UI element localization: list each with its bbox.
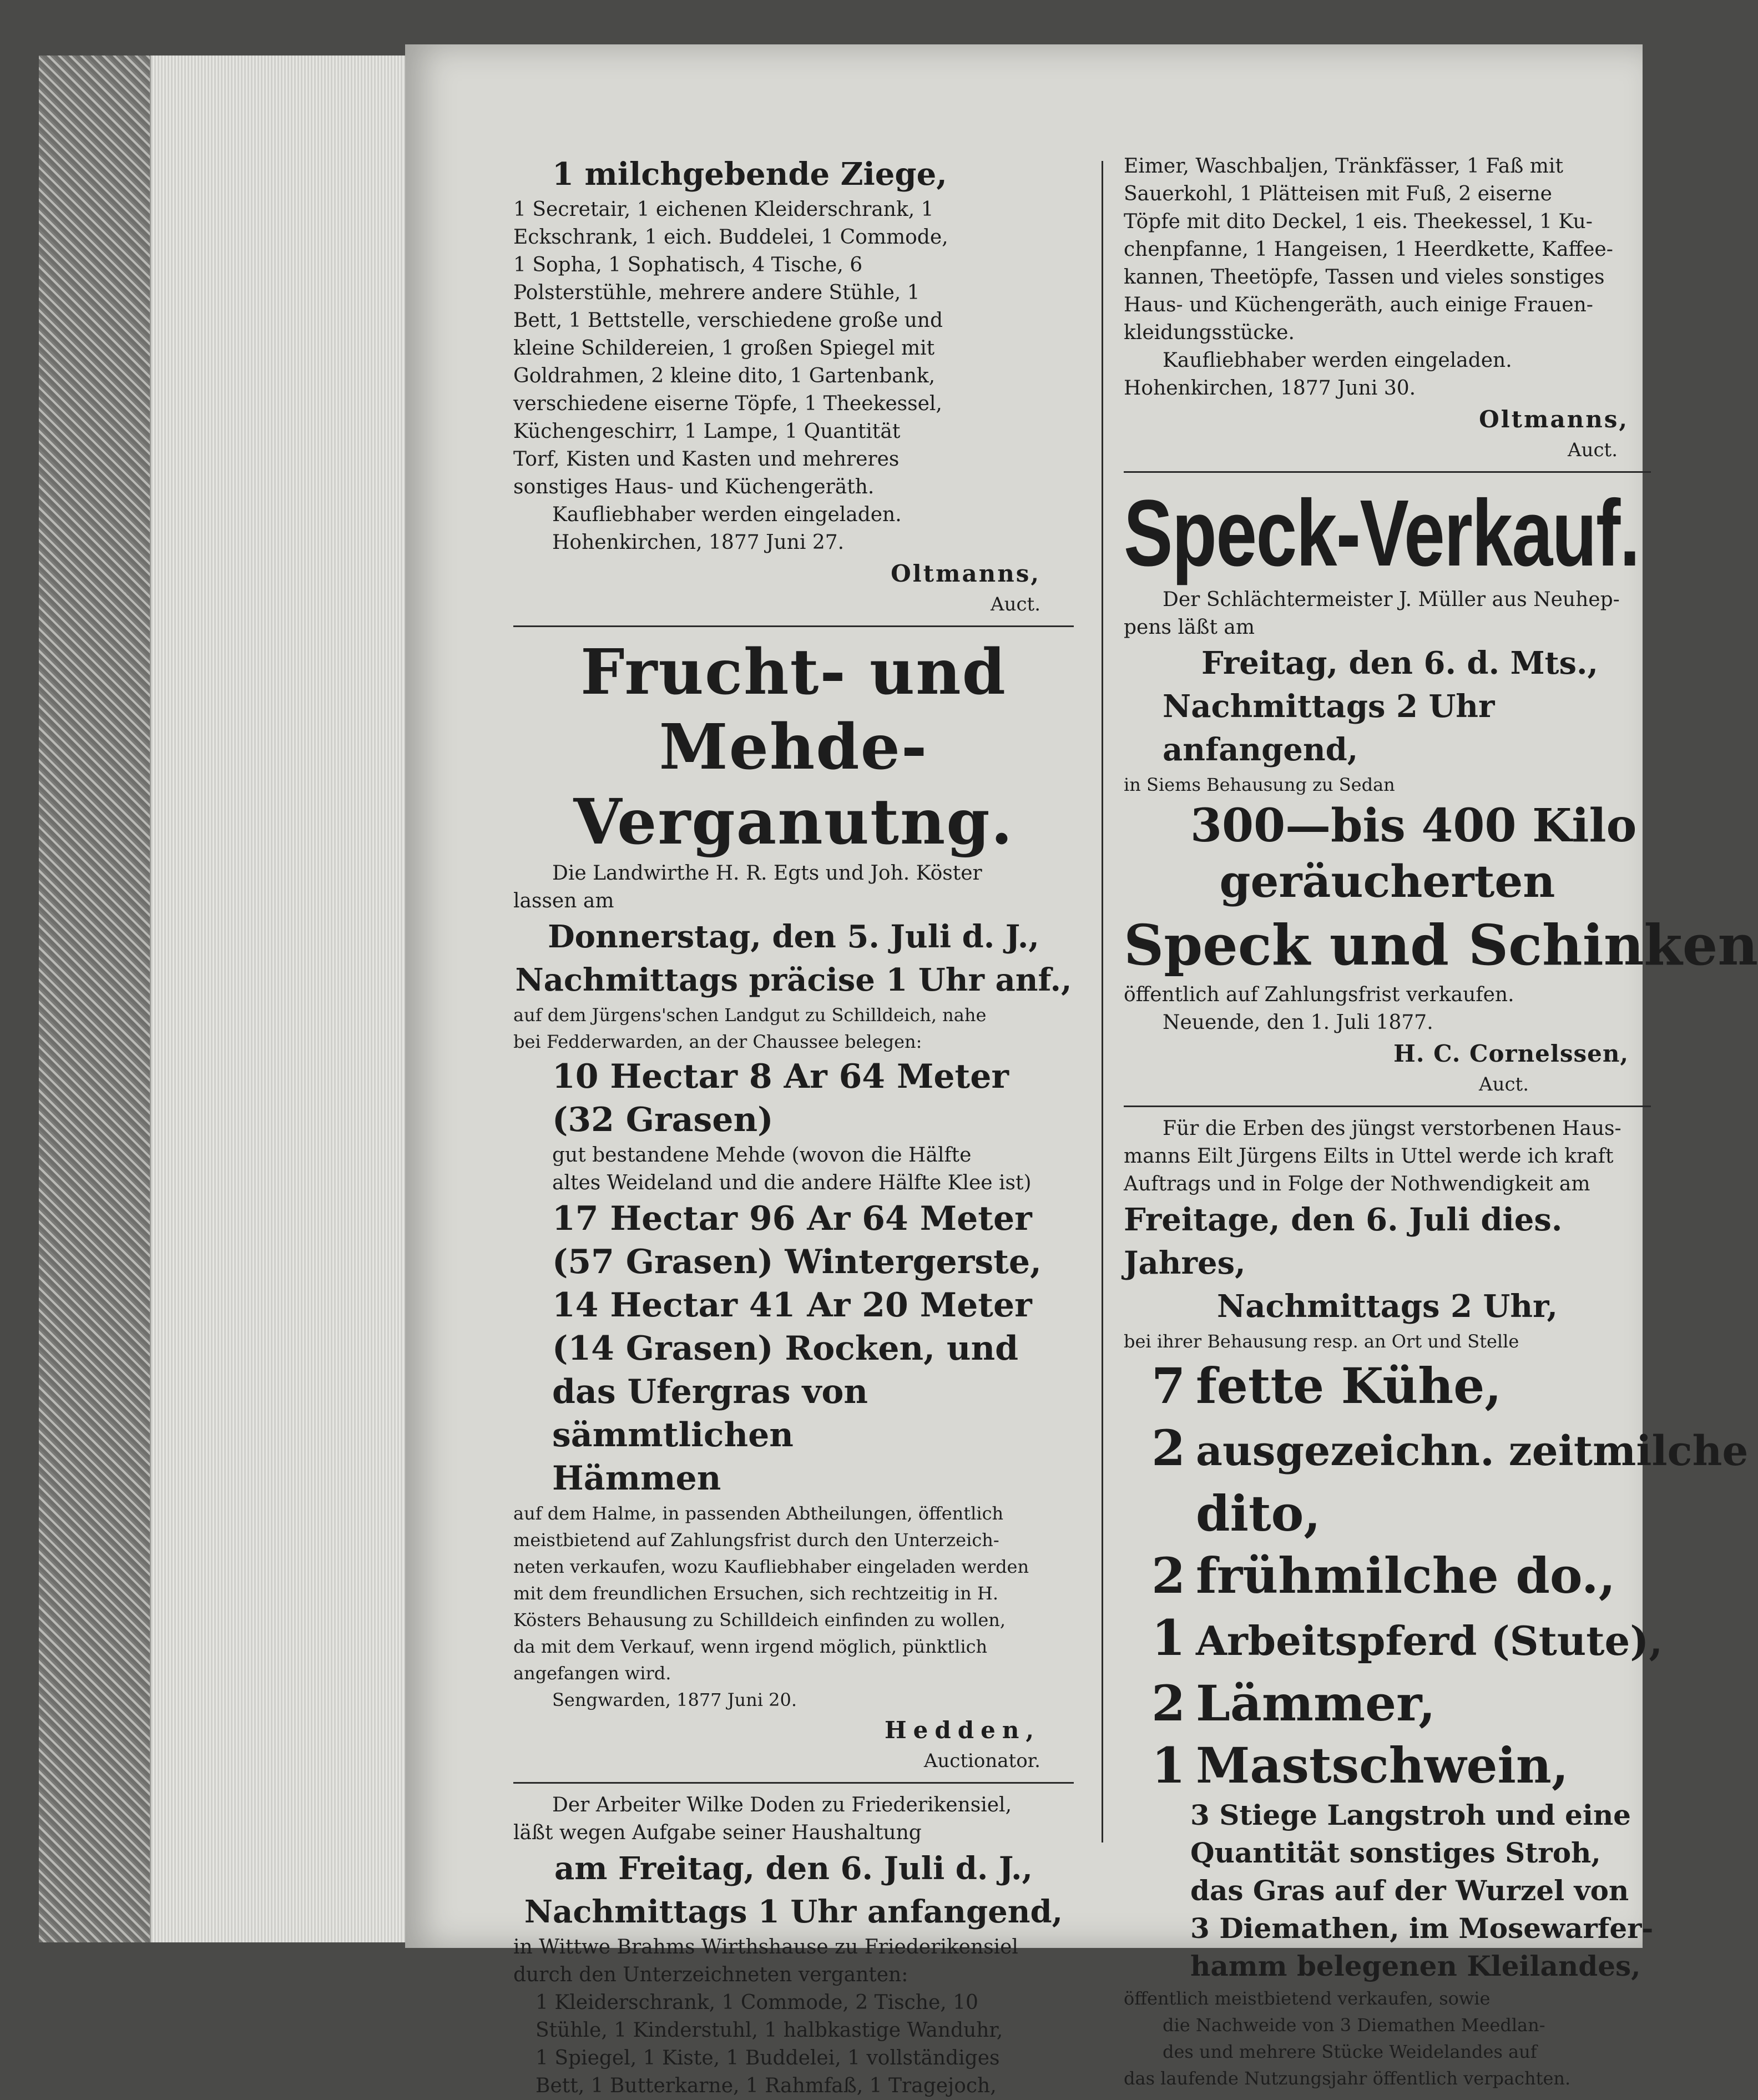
body-line: kannen, Theetöpfe, Tassen und vieles sonstiges bbox=[1124, 266, 1605, 289]
ad-household-auction-3 bbox=[1124, 153, 1651, 463]
right-column bbox=[1124, 153, 1758, 2092]
item-count: 1 bbox=[1151, 1609, 1186, 1667]
body-line: kleine Schildereien, 1 großen Spiegel mit bbox=[513, 337, 935, 360]
terms-line: mit dem freundlichen Ersuchen, sich rechtzeitig in H. bbox=[513, 1583, 999, 1604]
terms-line: Kösters Behausung zu Schilldeich einfinden zu wollen, bbox=[513, 1609, 1006, 1630]
item-text: Arbeitspferd (Stute), bbox=[1196, 1617, 1663, 1664]
terms-line: da mit dem Verkauf, wenn irgend möglich, pünktlich bbox=[513, 1636, 988, 1657]
desc-line: gut bestandene Mehde (wovon die Hälfte bbox=[552, 1144, 972, 1167]
left-column bbox=[513, 153, 1074, 2100]
livestock-item bbox=[1151, 1672, 1651, 1734]
intro-line: Der Schlächtermeister J. Müller aus Neuhep- bbox=[1163, 588, 1620, 611]
intro-line: läßt wegen Aufgabe seiner Haushaltung bbox=[513, 1821, 922, 1844]
closing-line: das laufende Nutzungsjahr öffentlich verpachten. bbox=[1124, 2068, 1571, 2089]
item-count: 2 bbox=[1151, 1419, 1186, 1477]
extra-line: 3 Stiege Langstroh und eine bbox=[1190, 1799, 1631, 1831]
closing bbox=[1124, 1985, 1651, 2092]
location-line: auf dem Jürgens'schen Landgut zu Schilldeich, nahe bbox=[513, 1004, 987, 1026]
intro-line: lassen am bbox=[513, 890, 614, 912]
item-line: das Ufergras von sämmtlichen bbox=[552, 1372, 868, 1455]
signature-title: Auct. bbox=[1479, 1073, 1529, 1096]
livestock-item bbox=[1151, 1482, 1651, 1544]
item-line: Hämmen bbox=[552, 1459, 721, 1498]
signature-title: Auctionator. bbox=[923, 1750, 1040, 1772]
livestock-item bbox=[1151, 1607, 1663, 1672]
body-line: Polsterstühle, mehrere andere Stühle, 1 bbox=[513, 281, 920, 304]
ad-harvest-auction bbox=[513, 635, 1074, 1774]
ad-title: Speck-Verkauf. bbox=[1124, 481, 1639, 586]
ad-body bbox=[513, 196, 1074, 557]
livestock-item bbox=[1151, 1417, 1749, 1482]
invite-line: Kaufliebhaber werden eingeladen. bbox=[1163, 349, 1512, 372]
date-line: Nachmittags präcise 1 Uhr anf., bbox=[515, 962, 1072, 998]
ad-body bbox=[1124, 153, 1651, 402]
livestock-item bbox=[1151, 1355, 1651, 1417]
page-stack bbox=[150, 55, 406, 1942]
location-line: durch den Unterzeichneten verganten: bbox=[513, 1963, 908, 1986]
amount-line: 300—bis 400 Kilo bbox=[1190, 799, 1637, 852]
ad-household-auction-2 bbox=[513, 1791, 1074, 2100]
closing-line: des und mehrere Stücke Weidelandes auf bbox=[1163, 2041, 1537, 2062]
item-desc bbox=[513, 1142, 1074, 1197]
body-line: Eimer, Waschbaljen, Tränkfässer, 1 Faß mit bbox=[1124, 155, 1563, 178]
item-line: Stühle, 1 Kinderstuhl, 1 halbkastige Wanduhr, bbox=[536, 2019, 1003, 2042]
item-text: frühmilche do., bbox=[1196, 1547, 1616, 1604]
newspaper-page bbox=[405, 44, 1758, 2097]
body-line: 1 Secretair, 1 eichenen Kleiderschrank, 1 bbox=[513, 198, 934, 221]
intro-line: Für die Erben des jüngst verstorbenen Haus- bbox=[1163, 1117, 1621, 1140]
signature-title: Auct. bbox=[1568, 439, 1618, 461]
extra-items bbox=[1124, 1796, 1654, 1985]
signature: Oltmanns, bbox=[891, 560, 1040, 587]
intro-line: manns Eilt Jürgens Eilts in Uttel werde ich kraft bbox=[1124, 1145, 1614, 1168]
terms bbox=[513, 1500, 1074, 1713]
ad-title: Verganutng. bbox=[573, 786, 1014, 859]
intro-line: Auftrags und in Folge der Nothwendigkeit am bbox=[1124, 1173, 1590, 1195]
location-line: bei Fedderwarden, an der Chaussee belegen: bbox=[513, 1031, 922, 1052]
extra-line: hamm belegenen Kleilandes, bbox=[1190, 1950, 1641, 1982]
location bbox=[513, 1934, 1074, 1989]
body-line: Eckschrank, 1 eich. Buddelei, 1 Commode, bbox=[513, 226, 948, 249]
intro-line: Der Arbeiter Wilke Doden zu Friederikensiel, bbox=[552, 1794, 1012, 1816]
body-line: sonstiges Haus- und Küchengeräth. bbox=[513, 476, 875, 498]
item-count: 2 bbox=[1151, 1547, 1186, 1604]
item-line: 14 Hectar 41 Ar 20 Meter bbox=[552, 1286, 1032, 1325]
terms-line: meistbietend auf Zahlungsfrist durch den Unterzeich- bbox=[513, 1529, 999, 1551]
product-line: Speck und Schinken bbox=[1124, 912, 1758, 978]
terms-line: öffentlich auf Zahlungsfrist verkaufen. bbox=[1124, 983, 1514, 1006]
column-divider bbox=[1102, 161, 1103, 1842]
terms-line: angefangen wird. bbox=[513, 1663, 671, 1684]
date-line: Donnerstag, den 5. Juli d. J., bbox=[548, 918, 1039, 955]
place-date: Neuende, den 1. Juli 1877. bbox=[1163, 1011, 1433, 1034]
body-line: Küchengeschirr, 1 Lampe, 1 Quantität bbox=[513, 420, 901, 443]
item-count: 2 bbox=[1151, 1674, 1186, 1732]
item-line: Bett, 1 Butterkarne, 1 Rahmfaß, 1 Tragejoch, bbox=[536, 2074, 997, 2097]
body-line: kleidungsstücke. bbox=[1124, 321, 1295, 344]
body-line: Torf, Kisten und Kasten und mehreres bbox=[513, 448, 900, 471]
body-line: Bett, 1 Bettstelle, verschiedene große und bbox=[513, 309, 943, 332]
signature: H. C. Cornelssen, bbox=[1393, 1040, 1629, 1067]
body-line: verschiedene eiserne Töpfe, 1 Theekessel, bbox=[513, 392, 942, 415]
place-date: Sengwarden, 1877 Juni 20. bbox=[552, 1689, 797, 1710]
item-line: 10 Hectar 8 Ar 64 Meter bbox=[552, 1057, 1009, 1096]
invite-line: Kaufliebhaber werden eingeladen. bbox=[552, 503, 902, 526]
ad-household-auction-1 bbox=[513, 153, 1074, 618]
extra-line: 3 Diemathen, im Mosewarfer- bbox=[1190, 1912, 1654, 1945]
location: in Siems Behausung zu Sedan bbox=[1124, 774, 1395, 795]
signature: Oltmanns, bbox=[1479, 406, 1629, 433]
extra-line: Quantität sonstiges Stroh, bbox=[1190, 1836, 1601, 1869]
ad-separator bbox=[1124, 471, 1651, 473]
closing bbox=[1124, 981, 1651, 1037]
closing-line: öffentlich meistbietend verkaufen, sowie bbox=[1124, 1988, 1491, 2009]
ad-intro bbox=[1124, 1115, 1651, 1198]
livestock-item bbox=[1151, 1734, 1651, 1796]
item-line: 1 Kleiderschrank, 1 Commode, 2 Tische, 10 bbox=[536, 1991, 978, 2014]
ad-speck-sale bbox=[1124, 481, 1758, 1098]
ad-intro bbox=[513, 1791, 1074, 1847]
body-line: 1 Sopha, 1 Sophatisch, 4 Tische, 6 bbox=[513, 254, 863, 276]
item-line: (57 Grasen) Wintergerste, bbox=[552, 1243, 1042, 1281]
item-line: 17 Hectar 96 Ar 64 Meter bbox=[552, 1199, 1032, 1238]
body-line: chenpfanne, 1 Hangeisen, 1 Heerdkette, Kaffee- bbox=[1124, 238, 1613, 261]
date-line: Nachmittags 1 Uhr anfangend, bbox=[524, 1894, 1063, 1930]
signature: Hedden, bbox=[884, 1717, 1040, 1744]
item-text: dito, bbox=[1196, 1485, 1321, 1542]
intro-line: pens läßt am bbox=[1124, 616, 1255, 639]
date-line: Nachmittags 2 Uhr, bbox=[1217, 1288, 1558, 1325]
extra-line: das Gras auf der Wurzel von bbox=[1190, 1874, 1629, 1907]
item-line: (32 Grasen) bbox=[552, 1101, 774, 1139]
item-line: (14 Grasen) Rocken, und bbox=[552, 1329, 1019, 1368]
place-date: Hohenkirchen, 1877 Juni 30. bbox=[1124, 377, 1416, 400]
livestock-item bbox=[1151, 1544, 1651, 1607]
ad-title: Frucht- und Mehde- bbox=[580, 636, 1007, 784]
ad-intro bbox=[1124, 586, 1651, 642]
body-line: Sauerkohl, 1 Plätteisen mit Fuß, 2 eiserne bbox=[1124, 183, 1552, 205]
ad-separator bbox=[1124, 1105, 1651, 1107]
ad-separator bbox=[513, 625, 1074, 627]
location-line: in Wittwe Brahms Wirthshause zu Friederikensiel bbox=[513, 1936, 1018, 1958]
ad-separator bbox=[513, 1782, 1074, 1784]
item-count: 7 bbox=[1151, 1357, 1186, 1415]
item-text: Lämmer, bbox=[1196, 1674, 1436, 1732]
signature-title: Auct. bbox=[991, 593, 1040, 615]
date-line: am Freitag, den 6. Juli d. J., bbox=[554, 1850, 1033, 1887]
location bbox=[513, 1002, 1074, 1055]
date-line: Nachmittags 2 Uhr anfangend, bbox=[1163, 688, 1495, 768]
date-line: Freitage, den 6. Juli dies. Jahres, bbox=[1124, 1202, 1563, 1281]
closing-line: die Nachweide von 3 Diemathen Meedlan- bbox=[1163, 2015, 1545, 2036]
body-line: Haus- und Küchengeräth, auch einige Frauen- bbox=[1124, 294, 1593, 316]
place-date: Hohenkirchen, 1877 Juni 27. bbox=[552, 531, 845, 554]
item-text: fette Kühe, bbox=[1196, 1357, 1502, 1415]
terms-line: auf dem Halme, in passenden Abtheilungen, öffentlich bbox=[513, 1503, 1004, 1524]
item-line: 1 Spiegel, 1 Kiste, 1 Buddelei, 1 vollständiges bbox=[536, 2047, 1000, 2069]
intro-line: Die Landwirthe H. R. Egts und Joh. Köster bbox=[552, 862, 982, 885]
product-line: geräucherten bbox=[1219, 855, 1555, 907]
ad-estate-auction bbox=[1124, 1115, 1749, 2092]
body-line: Töpfe mit dito Deckel, 1 eis. Theekessel, 1 Ku- bbox=[1124, 210, 1593, 233]
item-text: Mastschwein, bbox=[1196, 1736, 1569, 1794]
item-text: ausgezeichn. zeitmilche bbox=[1196, 1427, 1749, 1475]
ad-heading: 1 milchgebende Ziege, bbox=[552, 156, 947, 193]
location: bei ihrer Behausung resp. an Ort und Stelle bbox=[1124, 1331, 1519, 1352]
item-count: 1 bbox=[1151, 1736, 1186, 1794]
book-edge-marbled bbox=[39, 55, 150, 1942]
terms-line: neten verkaufen, wozu Kaufliebhaber eingeladen werden bbox=[513, 1556, 1029, 1577]
date-line: Freitag, den 6. d. Mts., bbox=[1201, 645, 1598, 682]
livestock-list bbox=[1124, 1355, 1749, 1796]
ad-intro bbox=[513, 860, 1074, 915]
item-list bbox=[513, 1989, 1074, 2100]
body-line: Goldrahmen, 2 kleine dito, 1 Gartenbank, bbox=[513, 365, 936, 387]
desc-line: altes Weideland und die andere Hälfte Klee ist) bbox=[552, 1172, 1032, 1194]
